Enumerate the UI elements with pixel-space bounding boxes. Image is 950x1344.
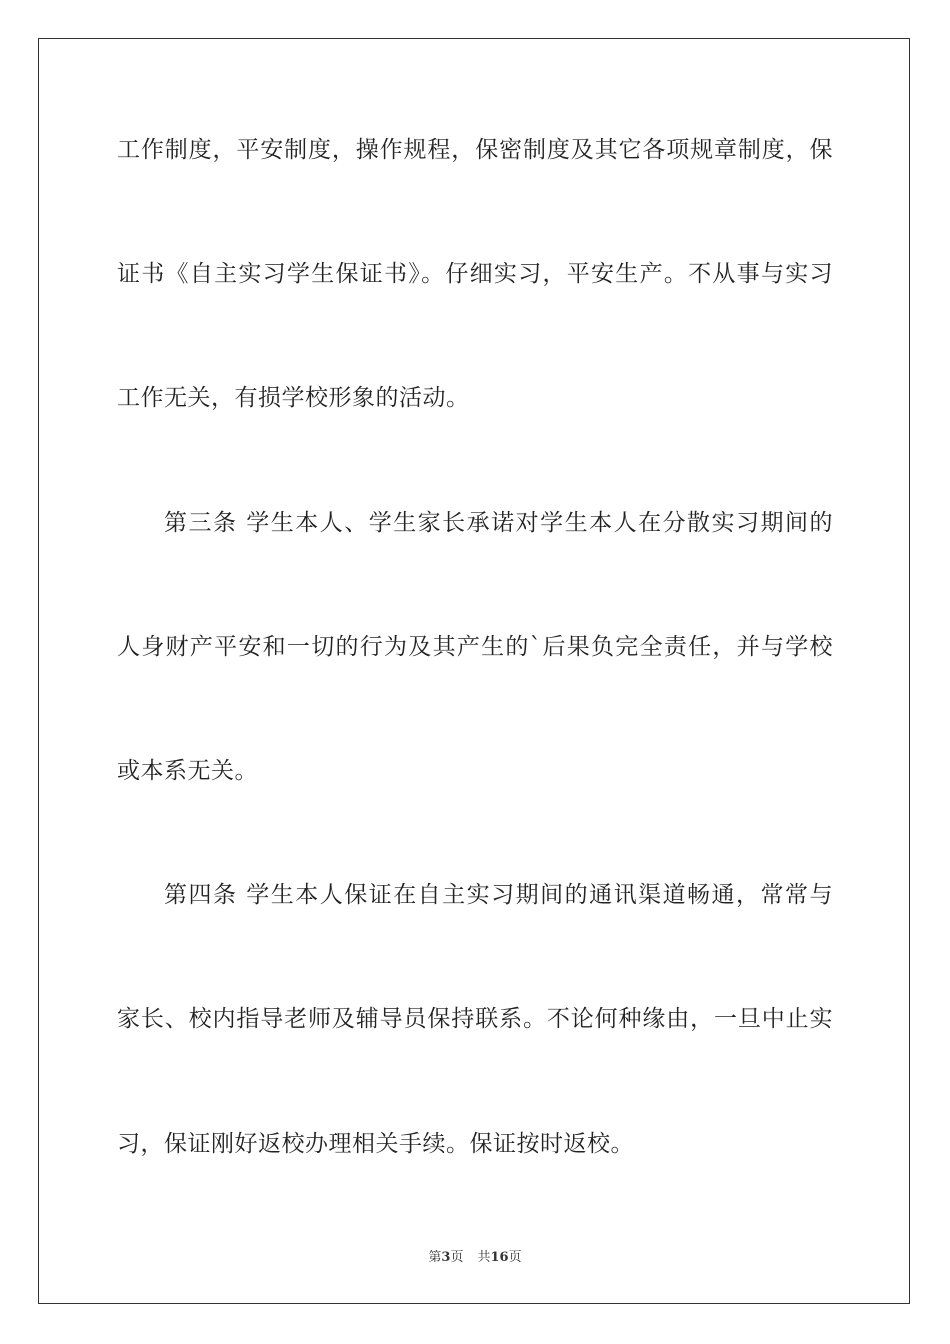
article-4-line-3: 习，保证刚好返校办理相关手续。保证按时返校。 (117, 1131, 634, 1157)
body-line-3: 工作无关，有损学校形象的活动。 (117, 385, 470, 411)
article-4-line-2: 家长、校内指导老师及辅导员保持联系。不论何种缘由，一旦中止实 (117, 1006, 833, 1032)
page-number: 3 (441, 1250, 451, 1265)
page-footer (0, 1246, 950, 1265)
body-line-2: 证书《自主实习学生保证书》。仔细实习，平安生产。不从事与实习 (117, 261, 833, 287)
article-4-line-1: 第四条 学生本人保证在自主实习期间的通讯渠道畅通，常常与 (164, 882, 833, 908)
article-3-line-3: 或本系无关。 (117, 758, 258, 784)
page-border (38, 38, 910, 1304)
total-prefix: 共 (477, 1250, 491, 1265)
body-line-1: 工作制度，平安制度，操作规程，保密制度及其它各项规章制度，保 (117, 137, 833, 163)
page-suffix: 页 (450, 1250, 464, 1265)
total-pages: 16 (490, 1250, 509, 1265)
article-3-line-2: 人身财产平安和一切的行为及其产生的`后果负完全责任，并与学校 (117, 634, 833, 660)
total-suffix: 页 (508, 1250, 522, 1265)
article-3-line-1: 第三条 学生本人、学生家长承诺对学生本人在分散实习期间的 (164, 510, 833, 536)
page-prefix: 第 (428, 1250, 442, 1265)
